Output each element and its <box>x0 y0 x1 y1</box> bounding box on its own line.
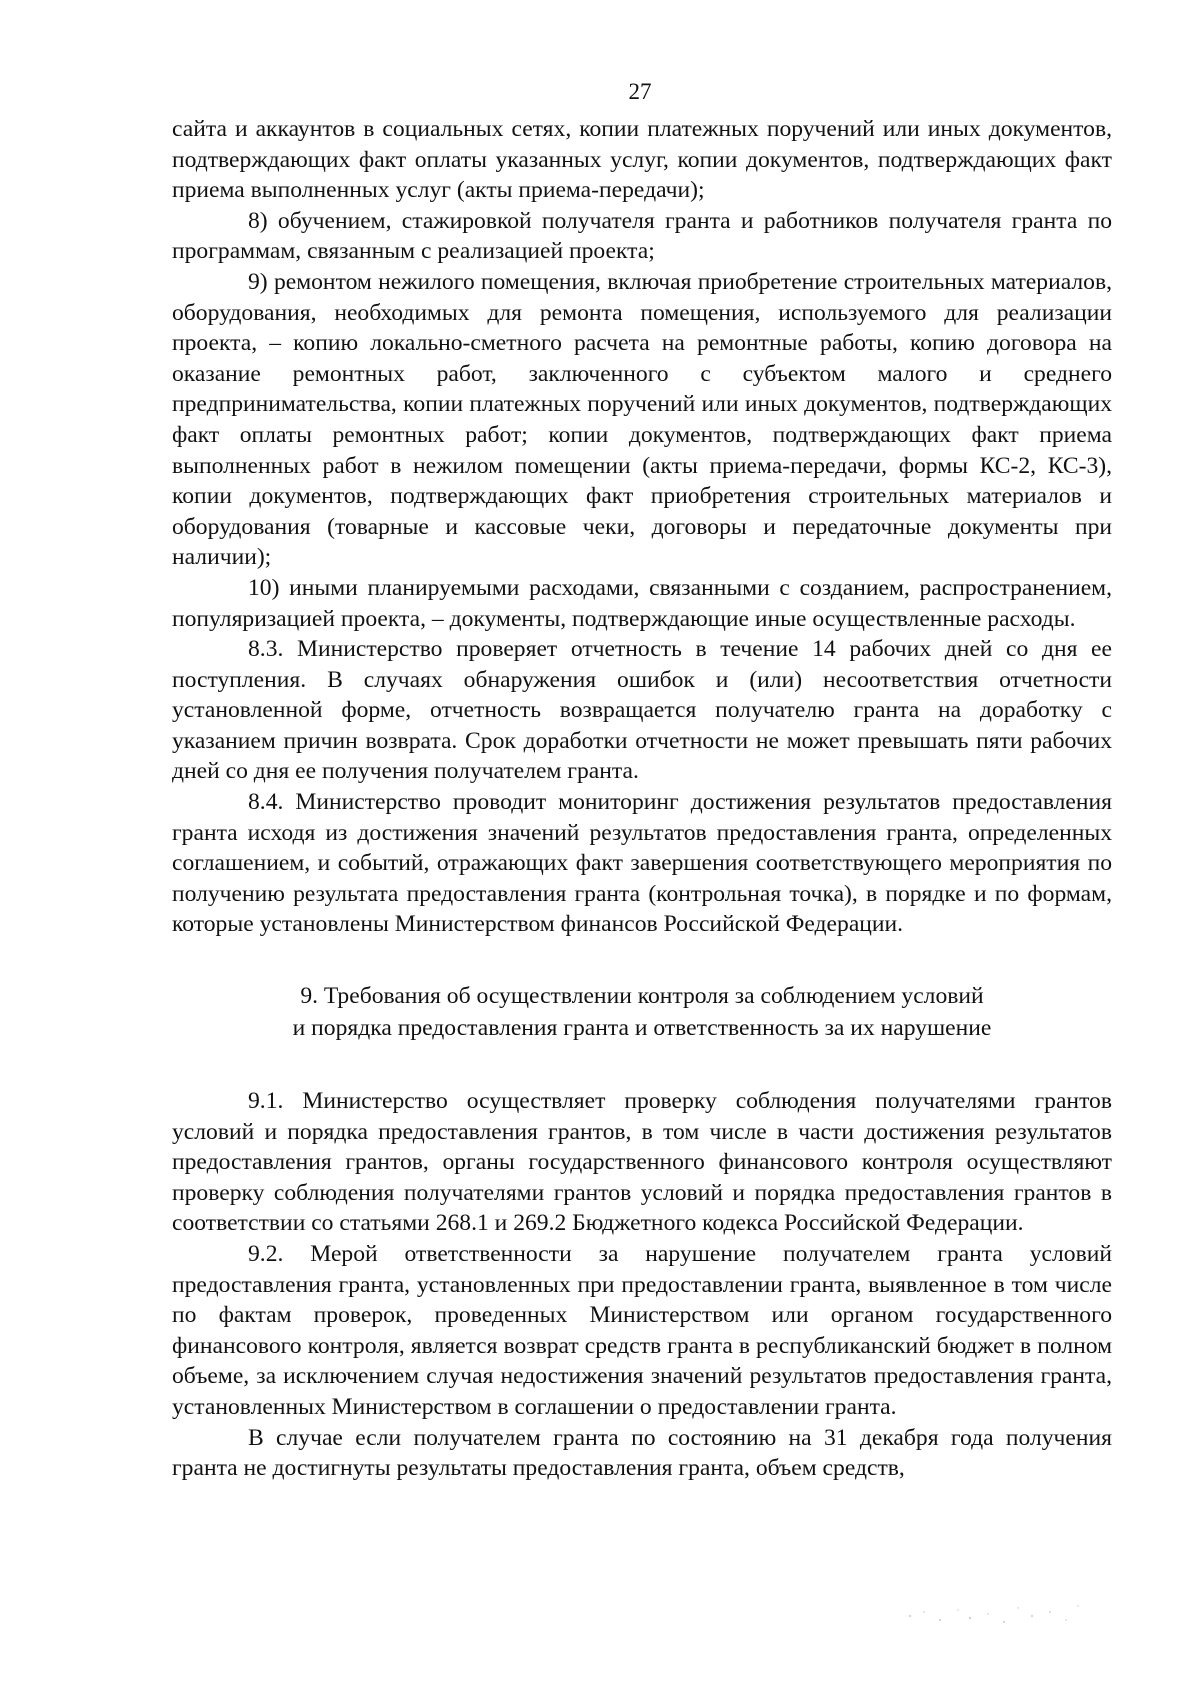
paragraph-final: В случае если получателем гранта по состоянию на 31 декабря года получения гранта не достигнуты результаты предоставления гранта, объем средств, <box>172 1424 1112 1482</box>
paragraph-continuation: сайта и аккаунтов в социальных сетях, копии платежных поручений или иных документов, подтверждающих факт оплаты указанных услуг, копии документов, подтверждающих факт приема выполненных услуг (акты приема-передачи); <box>172 116 1112 204</box>
section-heading-line-2: и порядка предоставления гранта и ответственность за их нарушение <box>292 1015 992 1042</box>
section-heading <box>172 980 1112 1044</box>
document-body <box>172 114 1112 1484</box>
paragraph-9-1: 9.1. Министерство осуществляет проверку соблюдения получателями грантов условий и порядка предоставления грантов, в том числе в части достижения результатов предоставления грантов, органы государственного финансового контроля осуществляют проверку соблюдения получателями грантов условий и порядка предоставления грантов в соответствии со статьями 268.1 и 269.2 Бюджетного кодекса Российской Федерации. <box>172 1088 1112 1237</box>
section-heading-line-1: 9. Требования об осуществлении контроля за соблюдением условий <box>300 983 984 1010</box>
paragraph-item-9: 9) ремонтом нежилого помещения, включая приобретение строительных материалов, оборудования, необходимых для ремонта помещения, используемого для реализации проекта, – копию локально-сметного расчета на ремонтные работы, копию договора на оказание ремонтных работ, заключенного с субъектом малого и среднего предпринимательства, копии платежных поручений или иных документов, подтверждающих факт оплаты ремонтных работ; копии документов, подтверждающих факт приема выполненных работ в нежилом помещении (акты приема-передачи, формы КС-2, КС-3), копии документов, подтверждающих факт приобретения строительных материалов и оборудования (товарные и кассовые чеки, договоры и передаточные документы при наличии); <box>172 268 1112 571</box>
paragraph-8-4: 8.4. Министерство проводит мониторинг достижения результатов предоставления гранта исходя из достижения значений результатов предоставления гранта, определенных соглашением, и событий, отражающих факт завершения соответствующего мероприятия по получению результата предоставления гранта (контрольная точка), в порядке и по формам, которые установлены Министерством финансов Российской Федерации. <box>172 789 1112 938</box>
paragraph-item-8: 8) обучением, стажировкой получателя гранта и работников получателя гранта по программам, связанным с реализацией проекта; <box>172 207 1112 265</box>
paragraph-item-10: 10) иными планируемыми расходами, связанными с созданием, распространением, популяризацией проекта, – документы, подтверждающие иные осуществленные расходы. <box>172 574 1112 632</box>
scan-speckle-mark <box>900 1594 1090 1634</box>
paragraph-9-2: 9.2. Мерой ответственности за нарушение получателем гранта условий предоставления гранта, установленных при предоставлении гранта, выявленное в том числе по фактам проверок, проведенных Министерством или органом государственного финансового контроля, является возврат средств гранта в республиканский бюджет в полном объеме, за исключением случая недостижения значений результатов предоставления гранта, установленных Министерством в соглашении о предоставлении гранта. <box>172 1241 1112 1420</box>
page-number: 27 <box>628 79 652 104</box>
paragraph-8-3: 8.3. Министерство проверяет отчетность в течение 14 рабочих дней со дня ее поступления. В случаях обнаружения ошибок и (или) несоответствия отчетности установленной форме, отчетность возвращается получателю гранта на доработку с указанием причин возврата. Срок доработки отчетности не может превышать пяти рабочих дней со дня ее получения получателем гранта. <box>172 636 1112 785</box>
